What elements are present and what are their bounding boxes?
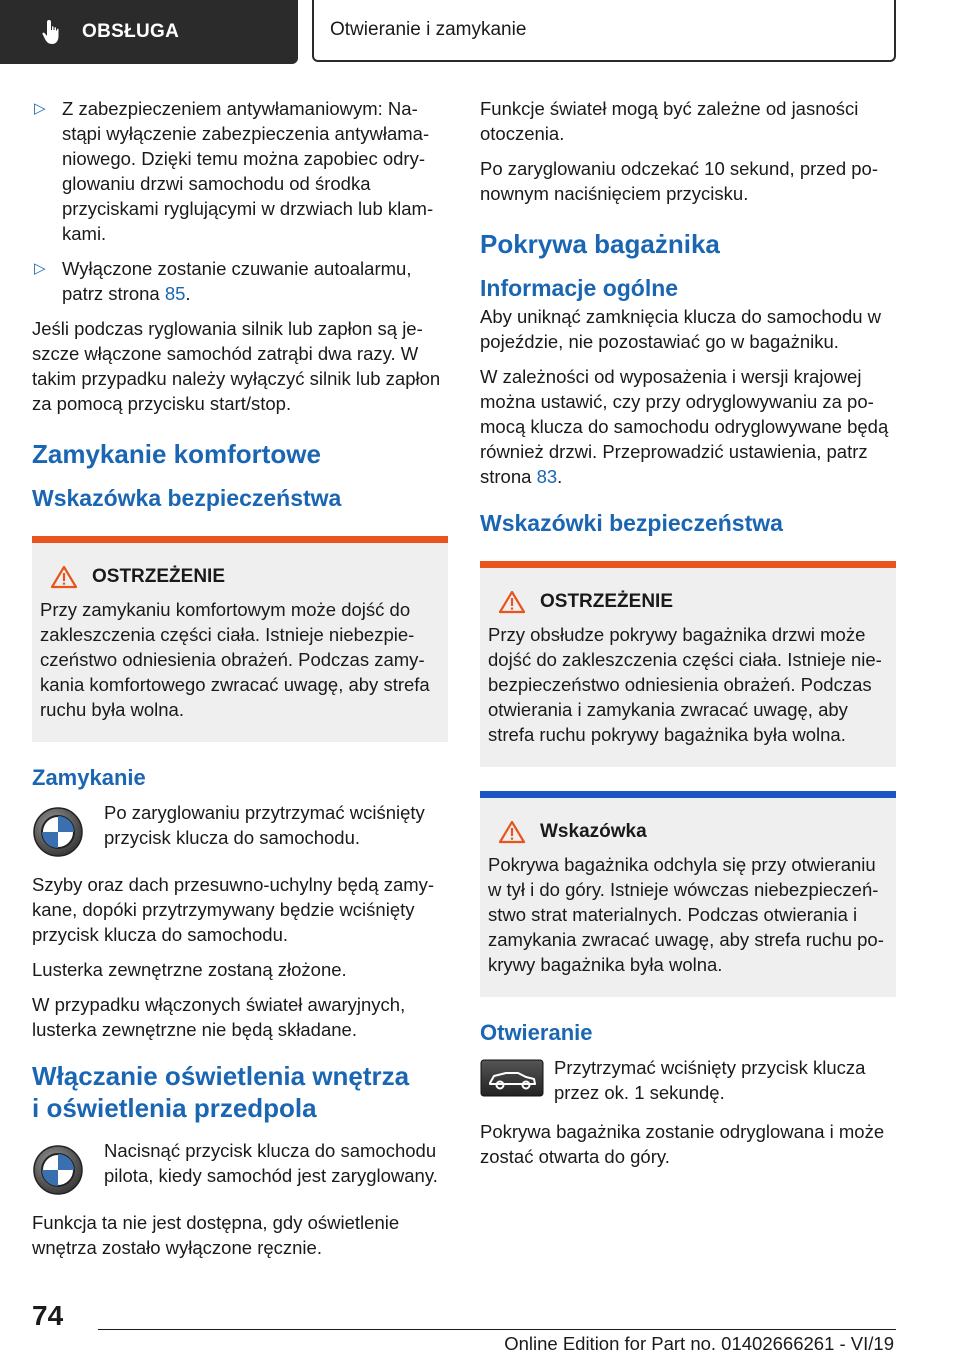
paragraph: Pokrywa bagażnika zostanie odryglowana i może zostać otwarta do góry. <box>480 1121 885 1167</box>
instruction-row <box>32 800 448 858</box>
car-trunk-icon <box>480 1059 544 1097</box>
section-label: OBSŁUGA <box>82 21 180 42</box>
instruction-text: Nacisnąć przycisk klucza do samochodu pilota, kiedy samochód jest zaryglowany. <box>104 1140 438 1186</box>
instruction-row <box>32 1138 448 1196</box>
warning-triangle-icon <box>498 590 526 614</box>
list-item <box>32 96 448 246</box>
heading-general-info: Informacje ogólne <box>480 275 679 301</box>
footer-edition: Online Edition for Part no. 01402666261 - VI/19 <box>504 1333 894 1354</box>
hand-icon <box>38 17 68 47</box>
triangle-bullet-icon: ▷ <box>34 100 46 117</box>
instruction-text: Po zaryglowaniu przytrzymać wciśnięty przycisk klucza do samochodu. <box>104 802 425 848</box>
chapter-tab <box>312 0 896 62</box>
list-item <box>32 256 448 306</box>
page-number: 74 <box>32 1300 64 1331</box>
section-tab <box>0 0 298 64</box>
paragraph-text: W zależności od wyposażenia i wersji krajowej można ustawić, czy przy odryglowywaniu za pomocą klucza do samochodu odryglowywane będą również drzwi. Przeprowadzić ustawienia, patrz strona <box>480 366 889 487</box>
chapter-label: Otwieranie i zamykanie <box>330 19 527 40</box>
paragraph: Aby uniknąć zamknięcia klucza do samochodu w pojeździe, nie pozostawiać go w bagażniku. <box>480 306 882 352</box>
warning-text: Przy zamykaniu komfortowym może dojść do zakleszczenia części ciała. Istnieje niebezpieczeństwo odniesienia obrażeń. Podczas zamykania komfortowego zwracać uwagę, aby strefa ruchu była wolna. <box>40 599 430 720</box>
bmw-logo-icon <box>32 806 84 858</box>
heading-closing: Zamykanie <box>32 765 146 790</box>
heading-interior-lights <box>32 1060 448 1124</box>
paragraph: Jeśli podczas ryglowania silnik lub zapłon są jeszcze włączone samochód zatrąbi dwa razy. W takim przypadku należy wyłączyć silnik lub zapłon za pomocą przycisku start/stop. <box>32 318 441 414</box>
warning-box <box>480 561 896 767</box>
instruction-row <box>480 1055 896 1105</box>
heading-safety-note: Wskazówka bezpieczeństwa <box>32 485 342 511</box>
warning-triangle-icon <box>498 820 526 844</box>
page-header <box>0 0 960 64</box>
paragraph: Po zaryglowaniu odczekać 10 sekund, przed ponownym naciśnięciem przycisku. <box>480 158 878 204</box>
bmw-logo-icon <box>32 1144 84 1196</box>
paragraph: W przypadku włączonych świateł awaryjnych, lusterka zewnętrzne nie będą składane. <box>32 994 406 1040</box>
heading-safety-notes: Wskazówki bezpieczeństwa <box>480 510 783 536</box>
warning-title <box>50 565 440 589</box>
heading-line-2: i oświetlenia przedpola <box>32 1093 317 1123</box>
footer-divider <box>98 1329 896 1330</box>
warning-box <box>32 536 448 742</box>
warning-title-text: OSTRZEŻENIE <box>540 591 674 612</box>
right-column <box>480 96 896 1179</box>
page-link-85[interactable]: 85 <box>164 283 186 304</box>
instruction-text: Przytrzymać wciśnięty przycisk klucza przez ok. 1 sekundę. <box>554 1057 866 1103</box>
list-item-text: Z zabezpieczeniem antywłamaniowym: Nastąpi wyłączenie zabezpieczenia antywłamaniowego. Dzięki temu można zapobiec odryglowaniu drzwi samochodu od środka przyciskami ryglującymi w drzwiach lub klamkami. <box>62 98 434 244</box>
paragraph: Funkcje świateł mogą być zależne od jasności otoczenia. <box>480 98 859 144</box>
paragraph <box>480 364 896 489</box>
page-link-83[interactable]: 83 <box>536 466 558 487</box>
paragraph: Lusterka zewnętrzne zostaną złożone. <box>32 959 347 980</box>
paragraph: Funkcja ta nie jest dostępna, gdy oświetlenie wnętrza zostało wyłączone ręcznie. <box>32 1212 400 1258</box>
left-column <box>32 96 448 1270</box>
info-box <box>480 791 896 997</box>
punctuation: . <box>185 283 191 304</box>
warning-triangle-icon <box>50 565 78 589</box>
heading-comfort-closing: Zamykanie komfortowe <box>32 439 321 469</box>
warning-title <box>498 590 888 614</box>
info-text: Pokrywa bagażnika odchyla się przy otwieraniu w tył i do góry. Istnieje wówczas niebezpieczeństwo strat materialnych. Podczas otwierania i zamykania zwracać uwagę, aby strefa ruchu pokrywy bagażnika była wolna. <box>488 854 884 975</box>
triangle-bullet-icon: ▷ <box>34 260 46 277</box>
info-title <box>498 820 888 844</box>
info-title-text: Wskazówka <box>540 821 647 842</box>
heading-trunk-lid: Pokrywa bagażnika <box>480 229 720 259</box>
warning-text: Przy obsłudze pokrywy bagażnika drzwi może dojść do zakleszczenia części ciała. Istnieje niebezpieczeństwo odniesienia obrażeń. Podczas otwierania i zamykania zwracać uwagę, aby strefa ruchu pokrywy bagażnika była wolna. <box>488 624 882 745</box>
heading-line-1: Włączanie oświetlenia wnętrza <box>32 1061 410 1091</box>
list-item-text: Wyłączone zostanie czuwanie autoalarmu, patrz strona <box>62 258 412 304</box>
heading-opening: Otwieranie <box>480 1020 593 1045</box>
punctuation: . <box>557 466 563 487</box>
warning-title-text: OSTRZEŻENIE <box>92 566 226 587</box>
paragraph: Szyby oraz dach przesuwno-uchylny będą zamykane, dopóki przytrzymywany będzie wciśnięty przycisk klucza do samochodu. <box>32 874 435 945</box>
